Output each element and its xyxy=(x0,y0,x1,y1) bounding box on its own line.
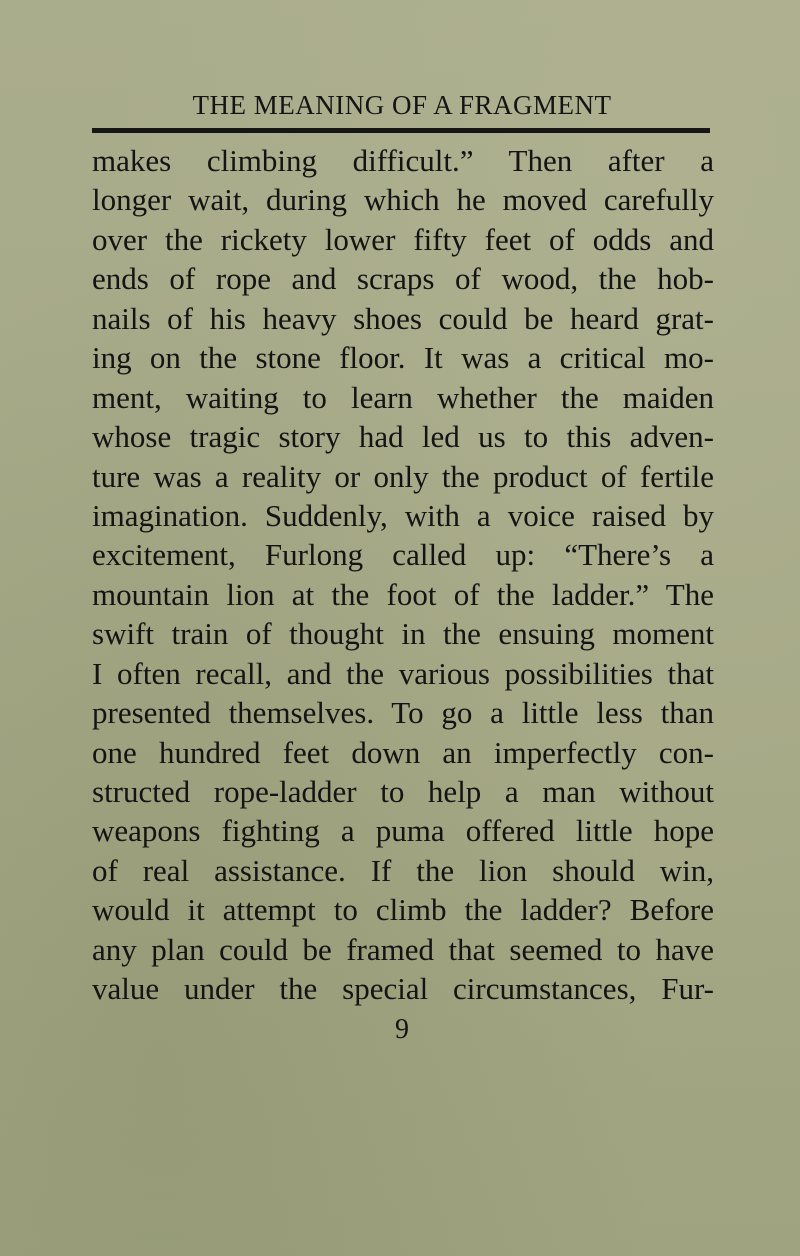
text-line: longer wait, during which he moved carefully xyxy=(92,182,714,218)
text-line: ends of rope and scraps of wood, the hob- xyxy=(92,261,714,297)
text-line: structed rope-ladder to help a man without xyxy=(92,774,714,809)
text-line: ing on the stone floor. It was a critical mo- xyxy=(92,340,714,376)
text-line: ment, waiting to learn whether the maiden xyxy=(92,379,714,415)
text-line: would it attempt to climb the ladder? Before xyxy=(92,892,714,928)
text-line: whose tragic story had led us to this adven- xyxy=(92,419,714,455)
text-line: one hundred feet down an imperfectly con- xyxy=(92,734,714,770)
page-number: 9 xyxy=(395,1014,409,1045)
body-text xyxy=(92,141,714,1009)
text-line: value under the special circumstances, Fur- xyxy=(92,971,714,1007)
text-line: over the rickety lower fifty feet of odds and xyxy=(92,221,714,257)
text-line: swift train of thought in the ensuing moment xyxy=(92,616,714,652)
text-line: makes climbing difficult.” Then after a xyxy=(92,143,714,178)
running-head: THE MEANING OF A FRAGMENT xyxy=(192,90,612,120)
text-line: mountain lion at the foot of the ladder.” The xyxy=(92,576,714,612)
text-line: ture was a reality or only the product of fertile xyxy=(92,458,714,494)
header-rule xyxy=(92,128,710,133)
text-line: I often recall, and the various possibilities that xyxy=(92,655,714,691)
text-line: presented themselves. To go a little less than xyxy=(92,695,714,731)
text-line: excitement, Furlong called up: “There’s a xyxy=(92,537,714,573)
text-line: imagination. Suddenly, with a voice raised by xyxy=(92,497,714,533)
text-line: weapons fighting a puma offered little hope xyxy=(92,813,714,849)
text-line: of real assistance. If the lion should win, xyxy=(92,852,714,888)
text-line: any plan could be framed that seemed to have xyxy=(92,931,714,967)
text-line: nails of his heavy shoes could be heard grat- xyxy=(92,300,714,336)
